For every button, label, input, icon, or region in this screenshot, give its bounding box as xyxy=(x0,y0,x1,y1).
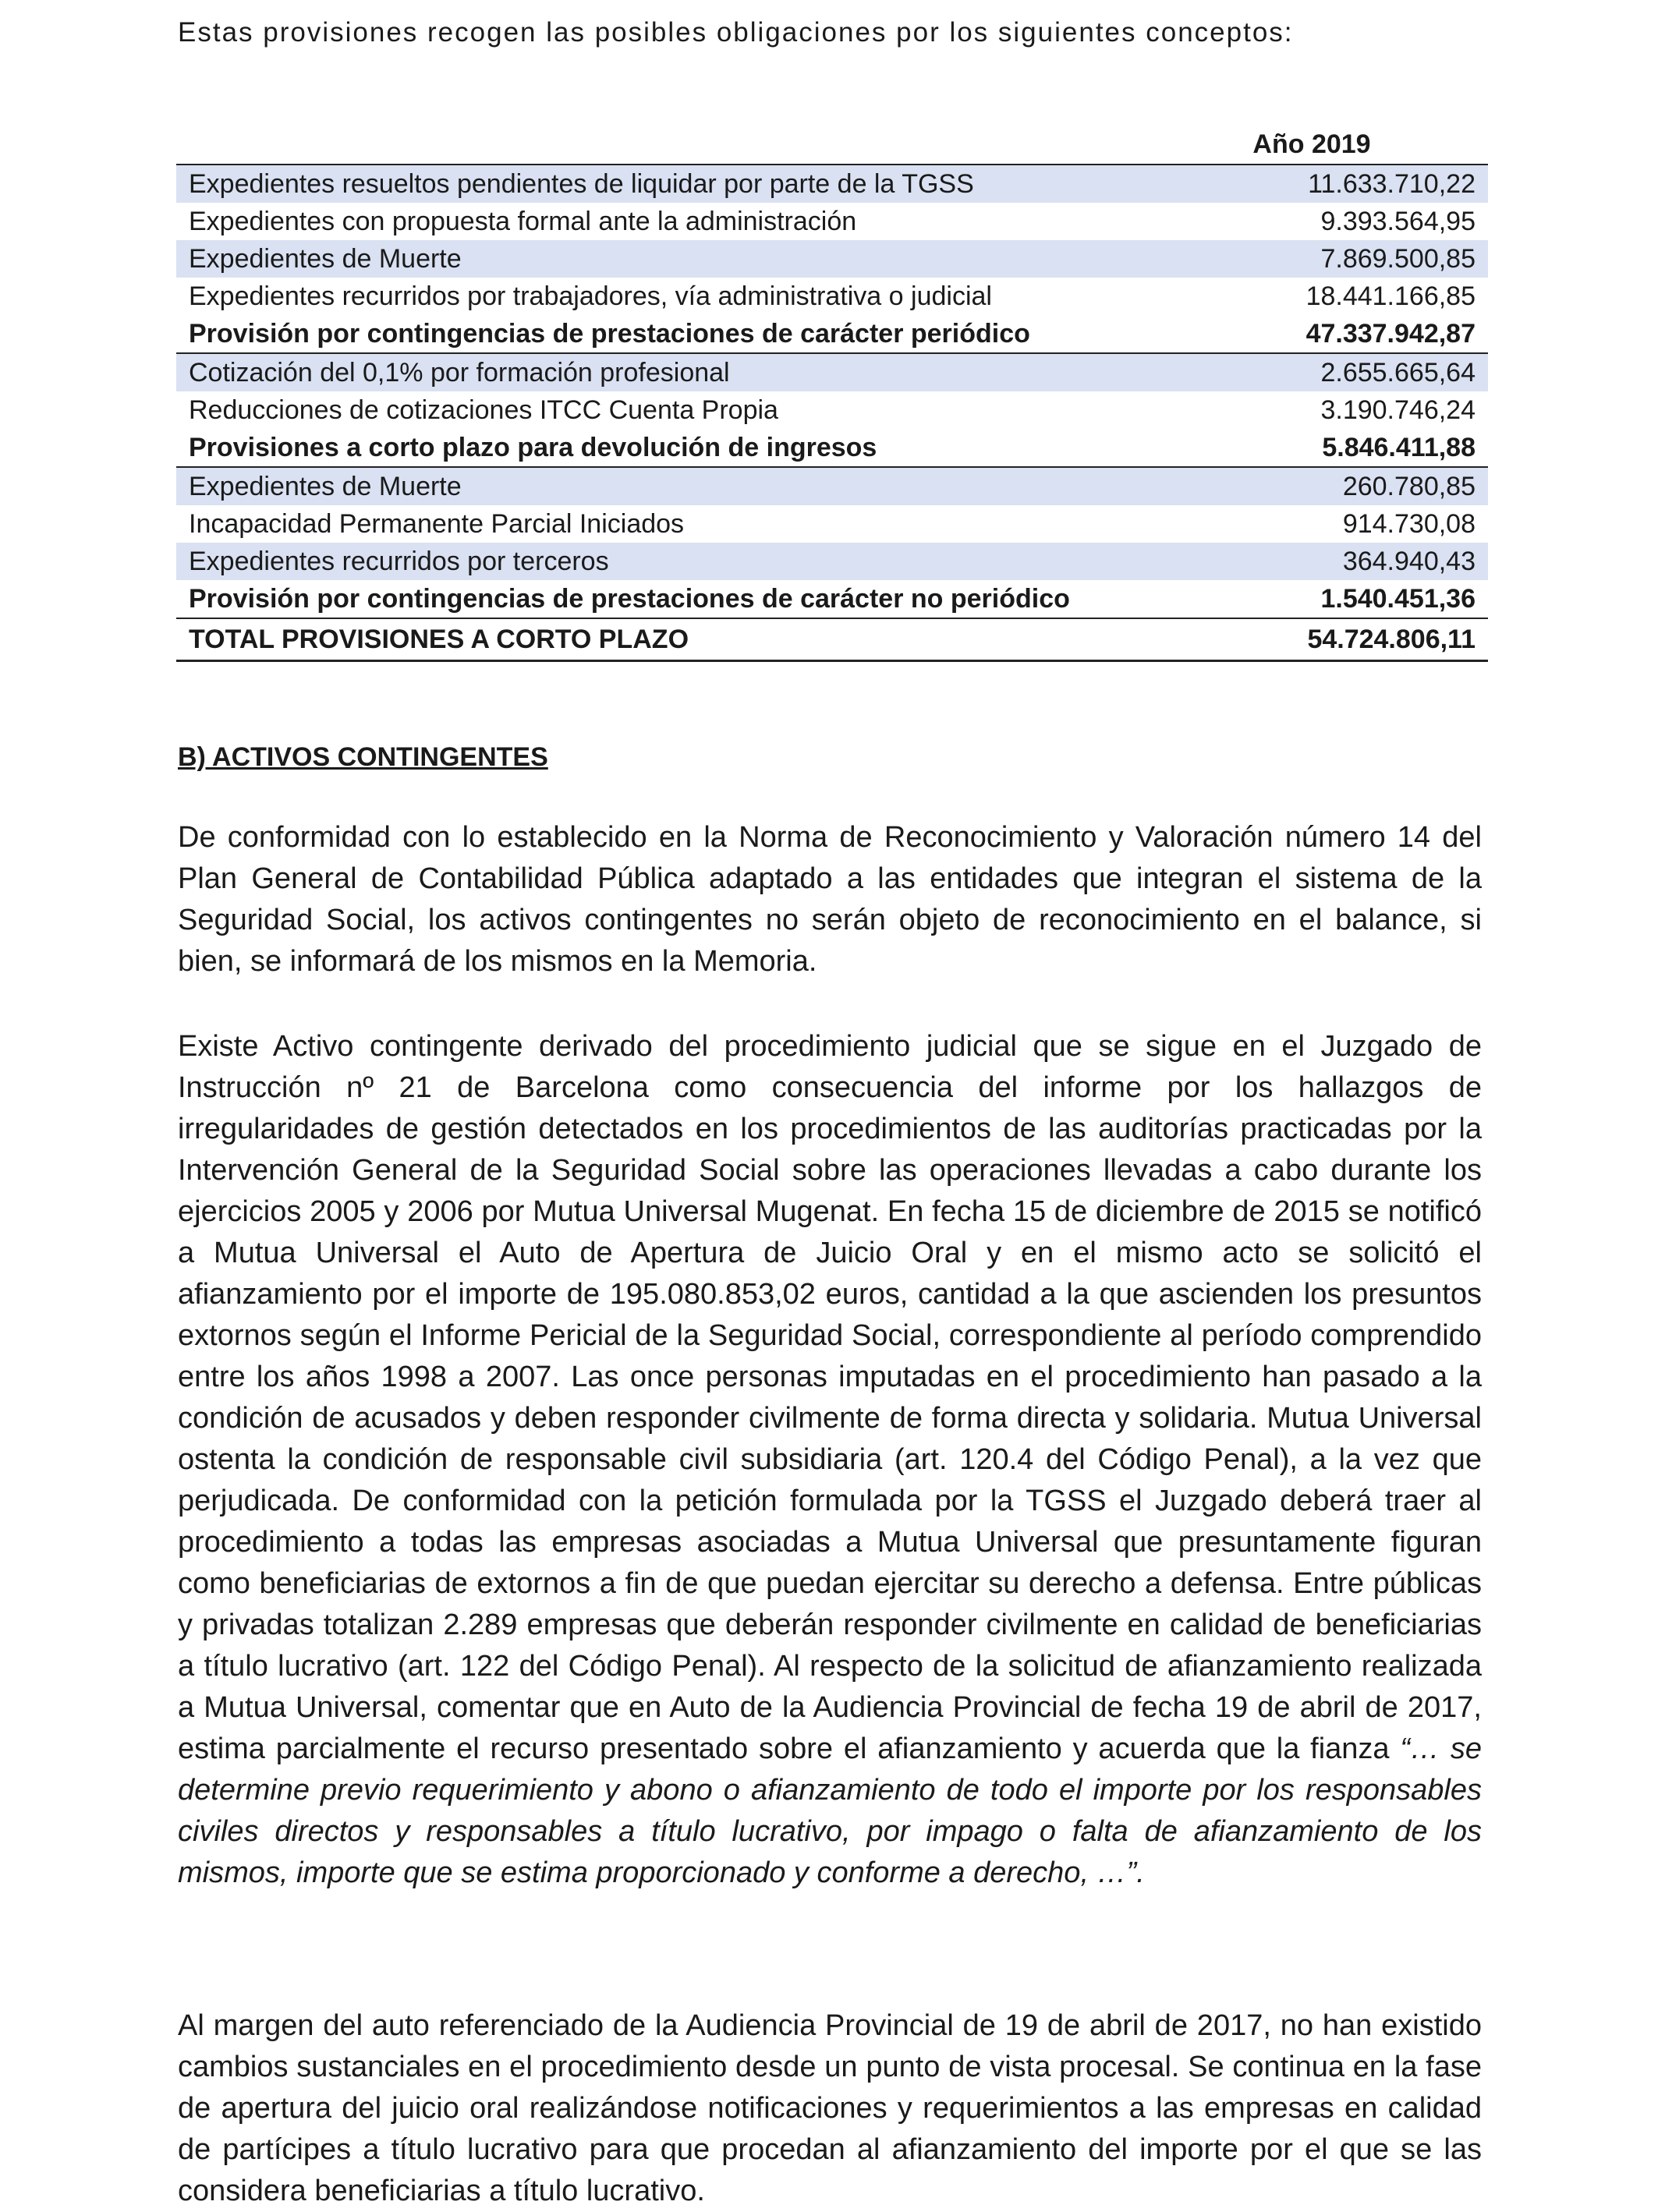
row-amount: 260.780,85 xyxy=(1117,467,1488,505)
row-amount: 7.869.500,85 xyxy=(1117,240,1488,278)
header-empty-cell xyxy=(176,125,1117,165)
row-label: Expedientes recurridos por terceros xyxy=(176,543,1117,580)
intro-text: Estas provisiones recogen las posibles obligaciones por los siguientes conceptos: xyxy=(178,17,1294,48)
table-row xyxy=(176,203,1488,240)
subtotal-amount: 1.540.451,36 xyxy=(1117,580,1488,618)
row-label: Cotización del 0,1% por formación profesional xyxy=(176,353,1117,391)
section-title: B) ACTIVOS CONTINGENTES xyxy=(178,742,548,772)
paragraph-norma: De conformidad con lo establecido en la Norma de Reconocimiento y Valoración número 14 del Plan General de Contabilidad Pública adaptado a las entidades que integran el sistema de la Seguridad Social, los activos contingentes no serán objeto de reconocimiento en el balance, si bien, se informará de los mismos en la Memoria. xyxy=(178,821,1482,978)
subtotal-label: Provisiones a corto plazo para devolución de ingresos xyxy=(176,429,1117,467)
table-row xyxy=(176,505,1488,543)
row-label: Reducciones de cotizaciones ITCC Cuenta Propia xyxy=(189,395,778,425)
row-amount: 364.940,43 xyxy=(1117,543,1488,580)
row-label: Incapacidad Permanente Parcial Iniciados xyxy=(189,509,685,539)
table-row xyxy=(176,278,1488,315)
table-row xyxy=(176,543,1488,580)
paragraph-quote: “… se determine previo requerimiento y abono o afianzamiento de todo el importe por los responsables civiles directos y responsables a título lucrativo, por impago o falta de afianzamiento de los mismos, importe que se estima proporcionado y conforme a derecho, …”. xyxy=(178,1732,1482,1889)
grand-total-label: TOTAL PROVISIONES A CORTO PLAZO xyxy=(176,618,1117,661)
grand-total-amount: 54.724.806,11 xyxy=(1117,618,1488,661)
row-amount: 914.730,08 xyxy=(1342,509,1476,539)
row-label: Expedientes recurridos por trabajadores, vía administrativa o judicial xyxy=(189,281,992,311)
provisions-table xyxy=(176,125,1488,662)
table-row xyxy=(176,467,1488,505)
subtotal-label: Provisión por contingencias de prestaciones de carácter periódico xyxy=(176,315,1117,353)
row-amount: 3.190.746,24 xyxy=(1320,395,1476,425)
table-row xyxy=(176,165,1488,203)
year-header: Año 2019 xyxy=(1117,125,1488,165)
row-label: Expedientes resueltos pendientes de liquidar por parte de la TGSS xyxy=(176,165,1117,203)
subtotal-row xyxy=(176,429,1488,467)
row-amount: 2.655.665,64 xyxy=(1117,353,1488,391)
subtotal-row xyxy=(176,315,1488,353)
grand-total-row xyxy=(176,618,1488,661)
paragraph-body: Existe Activo contingente derivado del procedimiento judicial que se sigue en el Juzgado de Instrucción nº 21 de Barcelona como consecuencia del informe por los hallazgos de irregularidades de gestión detectados en los procedimientos de las auditorías practicadas por la Intervención General de la Seguridad Social sobre las operaciones llevadas a cabo durante los ejercicios 2005 y 2006 por Mutua Universal Mugenat. En fecha 15 de diciembre de 2015 se notificó a Mutua Universal el Auto de Apertura de Juicio Oral y en el mismo acto se solicitó el afianzamiento por el importe de 195.080.853,02 euros, cantidad a la que ascienden los presuntos extornos según el Informe Pericial de la Seguridad Social, correspondiente al período comprendido entre los años 1998 a 2007. Las once personas imputadas en el procedimiento han pasado a la condición de acusados y deben responder civilmente de forma directa y solidaria. Mutua Universal ostenta la condición de responsable civil subsidiaria (art. 120.4 del Código Penal), a la vez que perjudicada. De conformidad con la petición formulada por la TGSS el Juzgado deberá traer al procedimiento a todas las empresas asociadas a Mutua Universal que presuntamente figuran como beneficiarias de extornos a fin de que puedan ejercitar su derecho a defensa. Entre públicas y privadas totalizan 2.289 empresas que deberán responder civilmente en calidad de beneficiarias a título lucrativo (art. 122 del Código Penal). Al respecto de la solicitud de afianzamiento realizada a Mutua Universal, comentar que en Auto de la Audiencia Provincial de fecha 19 de abril de 2017, estima parcialmente el recurso presentado sobre el afianzamiento y acuerda que la fianza xyxy=(178,1030,1482,1765)
table-row xyxy=(176,353,1488,391)
subtotal-amount: 5.846.411,88 xyxy=(1117,429,1488,467)
subtotal-amount: 47.337.942,87 xyxy=(1117,315,1488,353)
table-row xyxy=(176,391,1488,429)
row-amount: 9.393.564,95 xyxy=(1320,207,1476,236)
row-label: Expedientes con propuesta formal ante la administración xyxy=(189,207,857,236)
table-header-row xyxy=(176,125,1488,165)
row-amount: 18.441.166,85 xyxy=(1305,281,1476,311)
row-label: Expedientes de Muerte xyxy=(176,467,1117,505)
row-amount: 11.633.710,22 xyxy=(1117,165,1488,203)
row-label: Expedientes de Muerte xyxy=(176,240,1117,278)
subtotal-label: Provisión por contingencias de prestaciones de carácter no periódico xyxy=(176,580,1117,618)
table-row xyxy=(176,240,1488,278)
paragraph-auto: Al margen del auto referenciado de la Audiencia Provincial de 19 de abril de 2017, no han existido cambios sustanciales en el procedimiento desde un punto de vista procesal. Se continua en la fase de apertura del juicio oral realizándose notificaciones y requerimientos a las empresas en calidad de partícipes a título lucrativo para que procedan al afianzamiento del importe por el que se las considera beneficiarias a título lucrativo. xyxy=(178,2009,1482,2207)
paragraph-activo-contingente xyxy=(178,1026,1482,1894)
subtotal-row xyxy=(176,580,1488,618)
